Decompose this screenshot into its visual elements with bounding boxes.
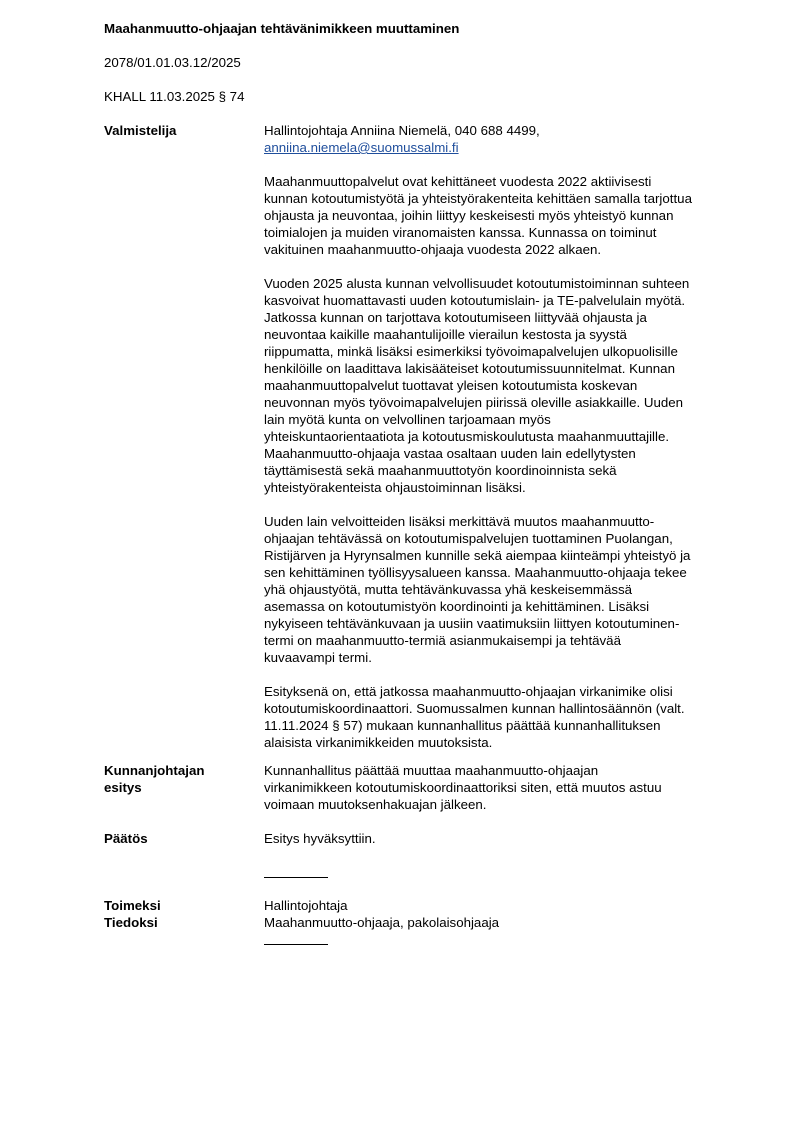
tiedoksi-value: Maahanmuutto-ohjaaja, pakolaisohjaaja	[264, 915, 500, 930]
text-line: Vuoden 2025 alusta kunnan velvollisuudet kotoutumistoiminnan suhteen	[264, 276, 690, 291]
text-line: riippumatta, minkä lisäksi esimerkiksi työvoimapalvelujen ulkopuolisille	[264, 344, 678, 359]
text-line: Ristijärven ja Hyrynsalmen kunnille sekä aiempaa kiinteämpi yhteistyö ja	[264, 548, 691, 563]
text-line: vakituinen maahanmuutto-ohjaaja vuodesta 2022 alkaen.	[264, 242, 602, 257]
text-line: täyttämisestä sekä maahanmuuttotyön koordinoinnista sekä	[264, 463, 617, 478]
esitys-label-line: esitys	[104, 780, 142, 795]
text-line: toimialojen ja muiden viranomaisten kanssa. Kunnassa on toiminut	[264, 225, 657, 240]
text-line: 11.11.2024 § 57) mukaan kunnanhallitus päättää kunnanhallituksen	[264, 718, 661, 733]
text-line: neuvonnan myös työvoimapalvelujen piirissä oleville asiakkaille. Uuden	[264, 395, 684, 410]
text-line: kunnan kotoutumistyötä ja yhteistyörakenteita kehittäen samalla tarjottua	[264, 191, 692, 206]
toimeksi-label: Toimeksi	[104, 898, 161, 913]
record-number: 2078/01.01.03.12/2025	[104, 55, 241, 70]
divider	[264, 877, 328, 878]
decision-text: Esitys hyväksyttiin.	[264, 831, 376, 846]
text-line: Maahanmuutto-ohjaaja vastaa osaltaan uuden lain edellytysten	[264, 446, 636, 461]
text-line: Esityksenä on, että jatkossa maahanmuutto-ohjaajan virkanimike olisi	[264, 684, 673, 699]
text-line: voimaan muutoksenhakuajan jälkeen.	[264, 797, 487, 812]
text-line: Jatkossa kunnan on tarjottava kotoutumiseen liittyvää ohjausta ja	[264, 310, 647, 325]
text-line: ohjaajan tehtävässä on kotoutumispalvelujen tuottaminen Puolangan,	[264, 531, 673, 546]
text-line: neuvontaa kaikille maahantulijoille vierailun kestosta ja syystä	[264, 327, 627, 342]
esitys-label-line: Kunnanjohtajan	[104, 763, 205, 778]
valmistelija-section	[264, 122, 738, 751]
text-line: maahanmuuttopalvelut tuottavat yleisen kotoutumista koskevan	[264, 378, 638, 393]
esitys-section	[264, 762, 738, 813]
paragraph-4	[264, 683, 738, 751]
paragraph-2	[264, 275, 738, 496]
text-line: ohjausta ja neuvontaa, joihin liittyy keskeisesti myös yhteistyö kunnan	[264, 208, 674, 223]
valmistelija-label: Valmistelija	[104, 123, 177, 138]
text-line: kotoutumiskoordinaattori. Suomussalmen kunnan hallintosäännön (valt.	[264, 701, 685, 716]
paragraph-3	[264, 513, 738, 666]
paatos-label: Päätös	[104, 831, 148, 846]
text-line: yhteiskuntaorientaatiota ja kotoutusmiskoulutusta maahanmuuttajille.	[264, 429, 670, 444]
text-line: termi on maahanmuutto-termiä asianmukaisempi ja tehtävää	[264, 633, 621, 648]
text-line: sen kehittäminen työllisyysalueen kanssa. Maahanmuutto-ohjaaja tekee	[264, 565, 687, 580]
text-line: kasvoivat huomattavasti uuden kotoutumislain- ja TE-palvelulain myötä.	[264, 293, 686, 308]
text-line: henkilöille on laadittava lakisääteiset kotoutumissuunnitelmat. Kunnan	[264, 361, 675, 376]
text-line: asemassa on kotoutumistyön koordinointi ja kehittäminen. Lisäksi	[264, 599, 650, 614]
esitys-label	[104, 762, 254, 796]
divider	[264, 944, 328, 945]
tiedoksi-label: Tiedoksi	[104, 915, 158, 930]
text-line: lain myötä kunta on velvollinen tarjoamaan myös	[264, 412, 551, 427]
document-title: Maahanmuutto-ohjaajan tehtävänimikkeen muuttaminen	[104, 21, 460, 36]
text-line: yhteistyörakenteista ohjaustoiminnan lisäksi.	[264, 480, 526, 495]
meeting-reference: KHALL 11.03.2025 § 74	[104, 89, 245, 104]
text-line: Kunnanhallitus päättää muuttaa maahanmuutto-ohjaajan	[264, 763, 599, 778]
text-line: Uuden lain velvoitteiden lisäksi merkittävä muutos maahanmuutto-	[264, 514, 655, 529]
preparer-email-link[interactable]: anniina.niemela@suomussalmi.fi	[264, 140, 459, 155]
toimeksi-value: Hallintojohtaja	[264, 898, 348, 913]
text-line: alaisista virkanimikkeiden muutoksista.	[264, 735, 493, 750]
paragraph-1	[264, 173, 738, 258]
text-line: nykyiseen tehtävänkuvaan ja uusiin vaatimuksiin liittyen kotoutuminen-	[264, 616, 680, 631]
text-line: Maahanmuuttopalvelut ovat kehittäneet vuodesta 2022 aktiivisesti	[264, 174, 652, 189]
preparer-contact: Hallintojohtaja Anniina Niemelä, 040 688 4499,	[264, 123, 540, 138]
text-line: yhä ohjaustyötä, mutta tehtävänkuvassa yhä keskeisemmässä	[264, 582, 633, 597]
paatos-section	[264, 830, 738, 847]
text-line: virkanimikkeen kotoutumiskoordinaattoriksi siten, että muutos astuu	[264, 780, 662, 795]
text-line: kuvaavampi termi.	[264, 650, 372, 665]
